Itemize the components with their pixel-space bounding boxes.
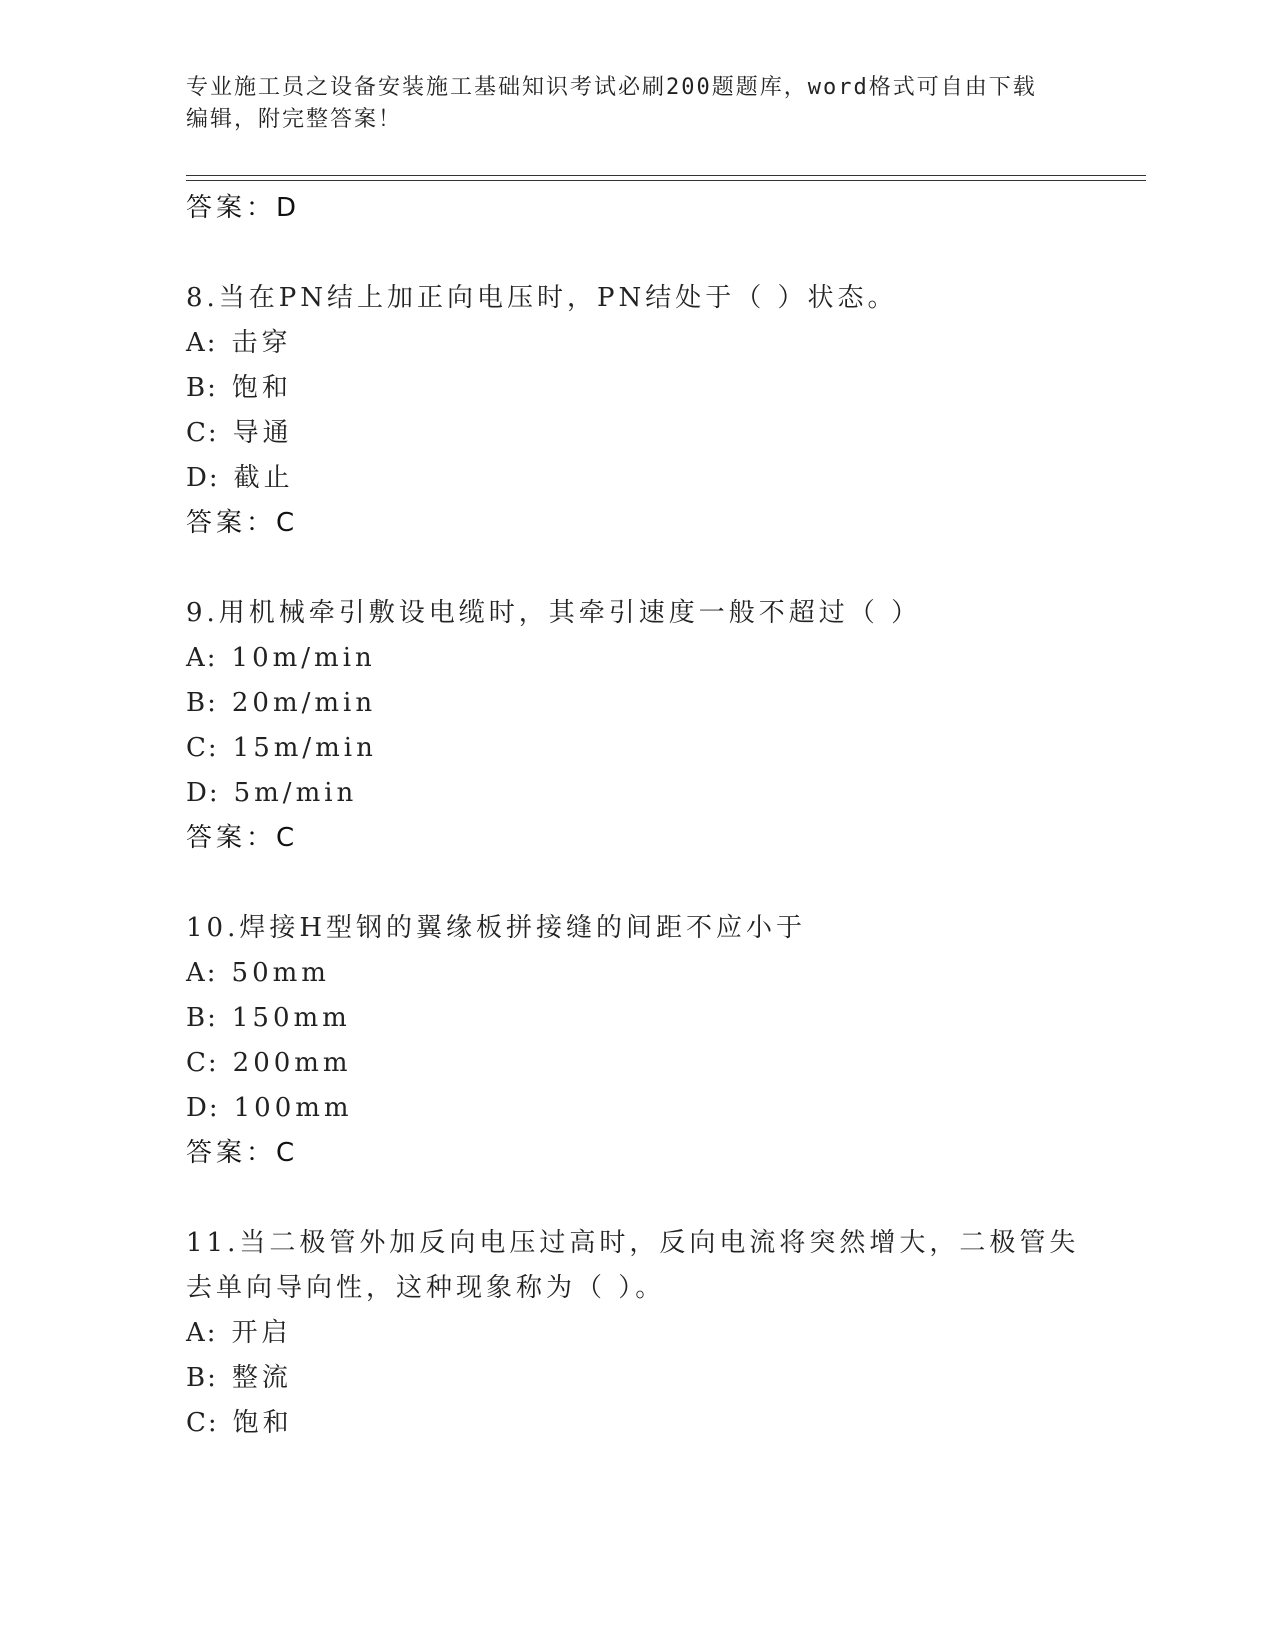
option-a — [186, 321, 1086, 366]
header-line-2: 编辑，附完整答案！ — [186, 107, 403, 132]
option-text: 200mm — [232, 1048, 352, 1078]
option-key: A: — [186, 328, 218, 358]
answer-line — [186, 816, 1086, 861]
option-c — [186, 1041, 1086, 1086]
question-item — [186, 1221, 1086, 1446]
option-c — [186, 726, 1086, 771]
option-text: 导通 — [232, 418, 293, 448]
option-key: A: — [186, 958, 218, 988]
option-a — [186, 1311, 1086, 1356]
answer-line — [186, 1131, 1086, 1176]
option-text: 15m/min — [232, 733, 377, 763]
answer-value: C — [276, 1138, 297, 1168]
option-text: 100mm — [233, 1093, 353, 1123]
answer-line — [186, 186, 1086, 231]
option-text: 击穿 — [231, 328, 292, 358]
option-text: 150mm — [231, 1003, 351, 1033]
option-a — [186, 636, 1086, 681]
answer-label: 答案： — [186, 823, 277, 853]
answer-line — [186, 501, 1086, 546]
option-key: D: — [186, 1093, 220, 1123]
question-item — [186, 906, 1086, 1176]
option-text: 饱和 — [231, 373, 292, 403]
answer-label: 答案： — [186, 193, 277, 223]
question-stem: 10.焊接H型钢的翼缘板拼接缝的间距不应小于 — [186, 913, 807, 943]
option-b — [186, 1356, 1086, 1401]
option-d — [186, 456, 1086, 501]
question-stem: 8.当在PN结上加正向电压时，PN结处于（ ）状态。 — [186, 283, 898, 313]
option-key: C: — [186, 418, 219, 448]
option-b — [186, 366, 1086, 411]
option-d — [186, 1086, 1086, 1131]
answer-value: C — [276, 508, 297, 538]
header-rule-bottom — [186, 180, 1146, 181]
option-key: D: — [186, 778, 220, 808]
option-text: 整流 — [231, 1363, 292, 1393]
option-key: B: — [186, 373, 218, 403]
option-key: B: — [186, 688, 218, 718]
option-text: 10m/min — [231, 643, 376, 673]
header-rule-top — [186, 175, 1146, 176]
header-line-1: 专业施工员之设备安装施工基础知识考试必刷200题题库，word格式可自由下载 — [186, 75, 1037, 100]
option-key: B: — [186, 1363, 218, 1393]
question-stem: 9.用机械牵引敷设电缆时，其牵引速度一般不超过（ ） — [186, 598, 922, 628]
answer-value: D — [276, 193, 299, 223]
option-key: B: — [186, 1003, 218, 1033]
option-c — [186, 411, 1086, 456]
question-stem: 11.当二极管外加反向电压过高时，反向电流将突然增大，二极管失去单向导向性，这种现象称为（ ）。 — [186, 1228, 1080, 1303]
option-text: 5m/min — [233, 778, 358, 808]
question-list — [186, 186, 1086, 1446]
option-key: C: — [186, 1048, 219, 1078]
option-key: A: — [186, 643, 218, 673]
option-key: C: — [186, 733, 219, 763]
option-text: 50mm — [231, 958, 330, 988]
option-d — [186, 771, 1086, 816]
document-header — [186, 72, 1086, 136]
option-key: A: — [186, 1318, 218, 1348]
option-text: 截止 — [233, 463, 294, 493]
answer-label: 答案： — [186, 508, 277, 538]
option-key: D: — [186, 463, 220, 493]
option-text: 20m/min — [231, 688, 377, 718]
option-text: 饱和 — [232, 1408, 293, 1438]
option-text: 开启 — [231, 1318, 292, 1348]
option-b — [186, 681, 1086, 726]
option-b — [186, 996, 1086, 1041]
option-c — [186, 1401, 1086, 1446]
question-item — [186, 276, 1086, 546]
answer-value: C — [276, 823, 297, 853]
answer-label: 答案： — [186, 1138, 277, 1168]
option-key: C: — [186, 1408, 219, 1438]
question-item — [186, 591, 1086, 861]
option-a — [186, 951, 1086, 996]
